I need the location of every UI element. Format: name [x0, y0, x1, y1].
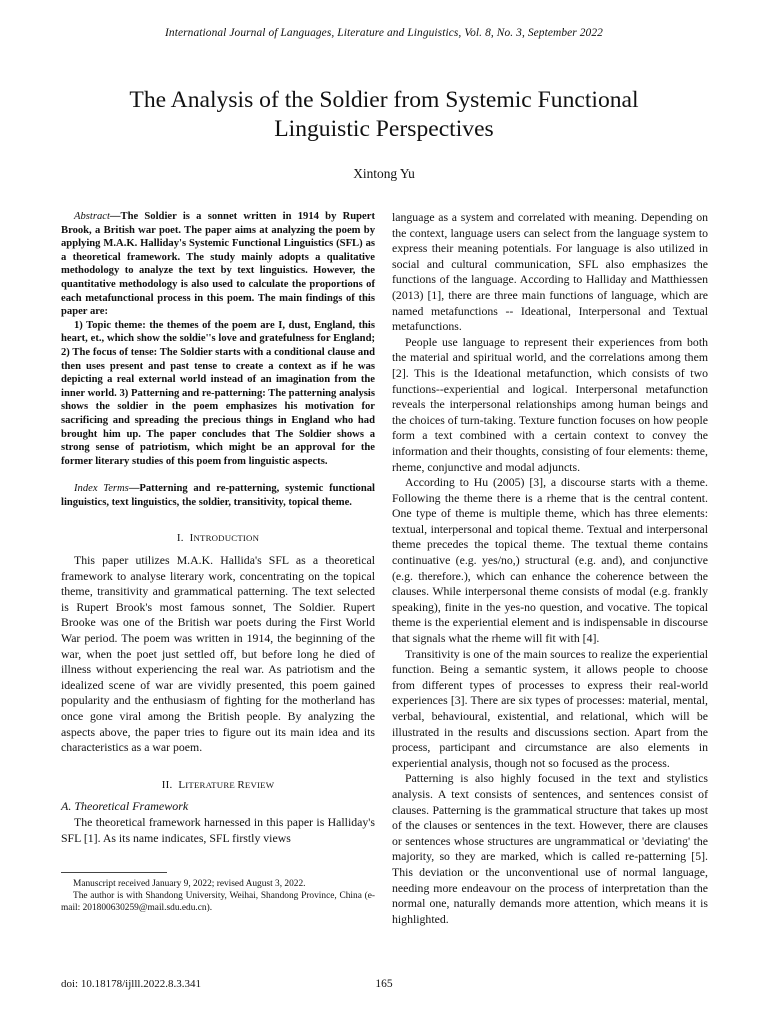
subsection-heading-theoretical-framework: A. Theoretical Framework — [61, 799, 189, 814]
footnotes — [61, 872, 375, 914]
abstract-label: Abstract — [74, 211, 110, 222]
paragraph-continuation: language as a system and correlated with meaning. Depending on the context, language users can select from the language system to express their meaning potentials. For language is also utilized in social and cultural communication, SFL also emphasizes the functions of the language. According to Halliday and Matthiessen (2013) [1], there are three main functions of language, which are named metafunctions -- Ideational, Interpersonal and Textual metafunctions. — [392, 210, 708, 334]
paragraph-patterning: Patterning is also highly focused in the text and stylistics analysis. A text consists of sentences, and sentences consist of clauses. Patterning is the grammatical structure that takes up most of the clauses or sentences in the text. However, there are clauses or sentences whose structures are ungrammatical or 'deviating' the majority, so they are marked, which is called re-patterning [5]. This deviation or the unconventional use of normal language, needing more endeavour on the process of interpretation than the normal one, naturally demands more attention, which means it is highlighted. — [392, 771, 708, 926]
index-terms — [61, 482, 375, 509]
author-name: Xintong Yu — [353, 166, 415, 181]
paragraph-theme: According to Hu (2005) [3], a discourse starts with a theme. Following the theme there is a rheme that is the central content. One type of theme is multiple theme, which has three elements: textual, interpersonal and topical theme. Textual and interpersonal theme precedes the topical theme. The textual theme contains continuative (e.g. yes/no,) structural (e.g. and), and conjunctive (e.g. therefore.), which can enhance the coherence between the clauses. While interpersonal theme consists of modal (e.g. frankly speaking), finite in the yes-no question, and vocative. The topical theme is the experiential element and is indispensable in discourse that signals what the rheme will fit with [4]. — [392, 475, 708, 646]
section-heading-literature-review: II. LITERATURE REVIEW — [161, 778, 275, 791]
section-heading-introduction: I. INTRODUCTION — [176, 532, 260, 545]
right-column — [392, 210, 708, 927]
paragraph-transitivity: Transitivity is one of the main sources to realize the experiential function. Being a semantic system, it allows people to choose from different types of processes to express their real-world experiences [3]. There are six types of processes: material, mental, verbal, behavioural, existential, and relational, which will be illustrated in the results and discussions section. Apart from the process, participant and circumstance are also elements in experiential analysis, though not so focused as the process. — [392, 646, 708, 770]
abstract-findings: 1) Topic theme: the themes of the poem are I, dust, England, this heart, et., which show the soldie''s love and gratefulness for England; 2) The focus of tense: The Soldier starts with a conditional clause and then uses present and past tense to create a context as if he was depicting a real external world instead of an imagination from the inner world. 3) Patterning and re-patterning: The patterning analysis shows the soldier in the poem emphasizes his motivation for sacrificing and spreading the precious things in England who had brought him up. The paper concludes that The Soldier shows a strong sense of patriotism, which might be an approval for the former literary studies of this poem from linguistic aspects. — [61, 319, 375, 467]
paragraph-ideational: People use language to represent their experiences from both the material and spiritual world, and the correlations among them [2]. This is the Ideational metafunction, which consists of two functions--experiential and logical. Interpersonal metafunction reveals the interpersonal relationships among human beings and the choices of turn-taking. Texture function focuses on how people form a text combined with a certain context to convey the information and their thoughts, consisting of four elements: theme, rheme, conjunctive and modal adjuncts. — [392, 334, 708, 474]
index-terms-text: —Patterning and re-patterning, systemic functional linguistics, text linguistics, the soldier, transitivity, topical theme. — [61, 483, 375, 508]
intro-paragraph: This paper utilizes M.A.K. Hallida's SFL as a theoretical framework to analyse literary work, concentrating on the topical theme, transitivity and grammatical patterning. The text selected is Rupert Brook's most famous sonnet, The Soldier. Rupert Brooke was one of the British war poets during the First World War period. The poem was written in 1914, the beginning of the war, when the poet just settled off, but before long he died of illness without experiencing the real war. As patriotism and the idealized scene of war are vividly presented, this poem gained popularity and the enthusiasm of fighting for the motherland has once gone viral among the British people. By analyzing the aspects above, the paper tries to figure out its main idea and its characteristics as a war poem. — [61, 553, 375, 755]
footnote-received: Manuscript received January 9, 2022; revised August 3, 2022. — [73, 879, 306, 890]
paper-title — [60, 86, 708, 144]
title-line-1: The Analysis of the Soldier from Systemic Functional — [129, 87, 639, 113]
abstract — [61, 210, 375, 319]
footnote-rule — [61, 872, 167, 873]
doi: doi: 10.18178/ijlll.2022.8.3.341 — [61, 978, 201, 990]
left-column — [61, 210, 375, 915]
abstract-text: —The Soldier is a sonnet written in 1914 by Rupert Brook, a British war poet. The paper aims at analyzing the poem by applying M.A.K. Halliday's Systemic Functional Linguistics (SFL) as a theoretical framework. The study mainly adopts a qualitative methodology to analyze the text by text linguistics. However, the quantitative methodology is also used to calculate the proportions of each metafunctional process in this poem. The main findings of this paper are: — [61, 211, 375, 318]
literature-paragraph: The theoretical framework harnessed in this paper is Halliday's SFL [1]. As its name indicates, SFL firstly views — [61, 814, 375, 845]
title-line-2: Linguistic Perspectives — [274, 116, 494, 142]
footnote-affiliation: The author is with Shandong University, Weihai, Shandong Province, China (e-mail: 201800630259@mail.sdu.edu.cn). — [61, 890, 375, 913]
journal-header: International Journal of Languages, Literature and Linguistics, Vol. 8, No. 3, September 2022 — [165, 27, 603, 39]
page-number: 165 — [375, 978, 393, 990]
index-terms-label: Index Terms — [74, 483, 129, 495]
